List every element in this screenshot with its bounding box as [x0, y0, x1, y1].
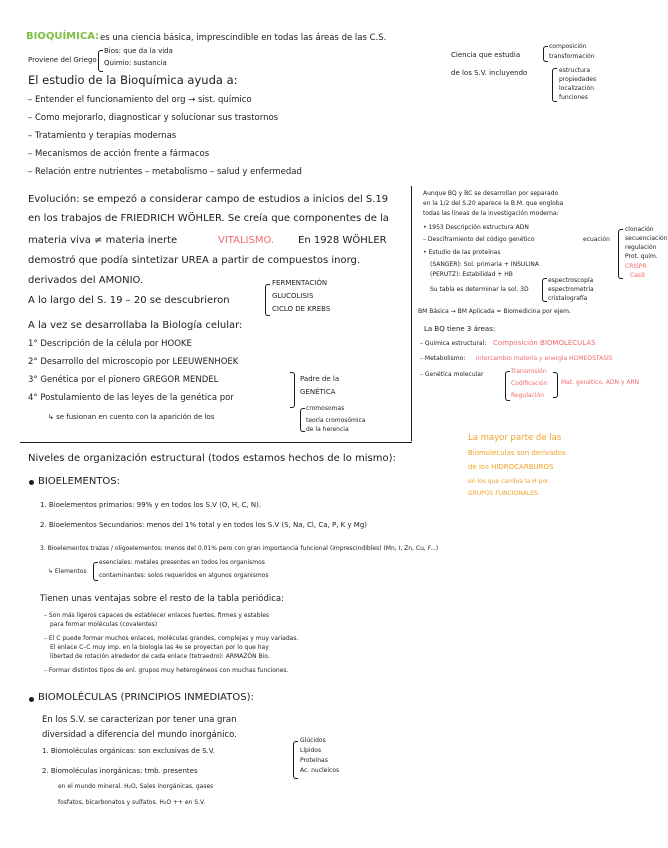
right-intro: en la 1/2 del S.20 aparece la B.M. que engloba [423, 200, 564, 207]
orange-note: Biomoléculas son derivados [468, 449, 566, 457]
right-item: • 1953 Descripción estructura ADN [423, 224, 529, 231]
science-item: funciones [559, 94, 588, 101]
advantage-line: – El C puede formar muchos enlaces, moléculas grandes, complejas y muy variadas. [44, 635, 299, 642]
organic-item: Glúcidos [300, 737, 326, 744]
evolution-line: materia viva ≠ materia inerte [28, 235, 178, 246]
helps-item: – Tratamiento y terapias modernas [28, 131, 177, 141]
orange-note: GRUPOS FUNCIONALES. [468, 490, 540, 497]
science-brace-1 [543, 46, 548, 62]
side-item: Prot. quím. [625, 253, 658, 260]
area-item-red: Intercambio materia y energía HOMEOSTASIS [476, 355, 613, 362]
biology-item: 3° Genética por el pionero GREGOR MENDEL [28, 375, 219, 385]
science-brace-2 [552, 68, 557, 102]
element-type: esenciales: metales presentes en todos los organismos [99, 559, 265, 566]
orange-note: en los que cambia la H por [468, 478, 549, 485]
side-brace [618, 229, 623, 279]
vitalismo-term: VITALISMO. [218, 235, 275, 246]
genetics-note-brace [553, 372, 558, 398]
discovery-item: GLUCOLISIS [272, 292, 314, 300]
right-intro: todas las líneas de la investigación moderna: [423, 210, 559, 217]
biomolecule-line: 2. Biomoléculas inorgánicas: tmb. presentes [42, 767, 198, 775]
bm-line: BM Básica → BM Aplicada = Biomedicina por ejem. [418, 308, 571, 315]
advantage-line: – Formar distintos tipos de enl. grupos muy heterogéneos con muchas funciones. [44, 667, 289, 674]
area-item-red: Composición BIOMOLÉCULAS [493, 339, 596, 347]
science-line-2: de los S.V. incluyendo [451, 69, 528, 77]
biomoleculas-title: BIOMOLÉCULAS (PRINCIPIOS INMEDIATOS): [38, 692, 254, 703]
biology-item: 2° Desarrollo del microscopio por LEEUWENHOEK [28, 357, 239, 367]
science-item: propiedades [559, 76, 597, 83]
science-item: localización [559, 85, 594, 92]
right-item: – Desciframiento del código genético [423, 236, 535, 243]
quimio-note: Quimio: sustancia [104, 59, 167, 67]
helps-item: – Relación entre nutrientes – metabolismo – salud y enfermedad [28, 167, 302, 177]
origin-brace [98, 50, 103, 72]
advantage-line: El enlace C–C muy imp. en la biología las 4e se proyectan por lo que hay [50, 644, 269, 651]
advantage-line: para formar moléculas (covalentes) [50, 621, 158, 628]
fusion-brace [300, 408, 305, 432]
bios-note: Bios: que da la vida [104, 47, 173, 55]
element-item: 3. Bioelementos trazas / oligoelementos: menos del 0.01% pero con gran importancia funcional (imprescindibles) (Mn, I, Zn, Cu, F...) [40, 545, 439, 552]
mendel-brace [290, 372, 295, 408]
discoveries-brace [265, 284, 270, 316]
side-item: regulación [625, 244, 657, 251]
genetics-note: Mat. genético, ADN y ARN [561, 379, 640, 386]
evolution-line: demostró que podía sintetizar UREA a partir de compuestos inorg. [28, 255, 361, 266]
area-item: – Metabolismo: [420, 355, 466, 362]
levels-heading: Niveles de organización estructural (todos estamos hechos de lo mismo): [28, 453, 396, 464]
element-item: 2. Bioelementos Secundarios: menos del 1% total y en todos los S.V (S, Na, Cl, Ca, P, K y Mg) [40, 521, 368, 529]
element-type: contaminantes: solos requeridos en algunos organismos [99, 572, 269, 579]
organic-item: Ac. nucleicos [300, 767, 340, 774]
right-item: • Estudio de las proteínas [423, 249, 501, 256]
area-item: – Química estructural: [420, 340, 487, 347]
fusion-item: cromosomas [306, 405, 345, 412]
advantage-line: libertad de rotación alrededor de cada enlace (tetraedro): ARMAZÓN Bio. [50, 653, 270, 660]
fusion-item: teoría cromosómica [306, 417, 366, 424]
fusion-item: de la herencia [306, 426, 349, 433]
elements-brace [93, 562, 98, 581]
side-item: CRISPR [625, 263, 647, 270]
right-item: (SANGER): Sol. primaria + INSULINA [430, 261, 539, 268]
tech-item: espectrometría [548, 286, 594, 293]
genetics-item: Transmisión [511, 368, 547, 375]
bullet [29, 480, 34, 485]
origin-label: Proviene del Griego [28, 56, 97, 64]
evolution-line: derivados del AMONIO. [28, 275, 144, 286]
discovery-item: CICLO DE KREBS [272, 305, 331, 313]
helps-item: – Mecanismos de acción frente a fármacos [28, 149, 210, 159]
evolution-line: En 1928 WÖHLER [298, 235, 387, 246]
right-note: ecuación [583, 236, 610, 243]
organic-item: Proteínas [300, 757, 328, 764]
definition: es una ciencia básica, imprescindible en todas las áreas de las C.S. [100, 33, 387, 43]
biology-item: 4° Postulamiento de las leyes de la genética por [28, 393, 234, 403]
side-item: secuenciación [625, 235, 668, 242]
organic-brace [293, 741, 298, 779]
evolution-line: A la vez se desarrollaba la Biología celular: [28, 320, 243, 331]
science-item: estructura [559, 67, 591, 74]
orange-note: La mayor parte de las [468, 433, 562, 443]
evolution-line: Evolución: se empezó a considerar campo de estudios a inicios del S.19 [28, 194, 389, 205]
right-intro: Aunque BQ y BC se desarrollan por separado [423, 190, 559, 197]
discovery-item: FERMENTACIÓN [272, 279, 328, 287]
section-divider [20, 442, 412, 443]
biomolecule-line: 1. Biomoléculas orgánicas: son exclusivas de S.V. [42, 747, 215, 755]
column-divider [411, 186, 412, 441]
mendel-note: Padre de la [300, 375, 340, 383]
area-item: – Genética molecular [420, 371, 484, 378]
genetics-brace [505, 371, 510, 401]
science-item: composición [549, 43, 587, 50]
side-item: clonación [625, 226, 654, 233]
biomolecule-line: En los S.V. se caracterizan por tener una gran [42, 715, 237, 725]
bioelementos-title: BIOELEMENTOS: [38, 476, 121, 487]
bullet [29, 697, 34, 702]
organic-item: Lípidos [300, 747, 322, 754]
biomolecule-line: en el mundo mineral. H₂O, Sales inorgánicas, gases [58, 783, 214, 790]
tech-item: espectroscopía [548, 277, 594, 284]
right-item: (PERUTZ): Estabilidad + HB [430, 271, 513, 278]
tech-item: cristalografía [548, 295, 588, 302]
areas-heading: La BQ tiene 3 áreas: [424, 325, 496, 333]
element-item: 1. Bioelementos primarios: 99% y en todos los S.V (O, H, C, N). [40, 501, 262, 509]
genetics-item: Regulación [511, 392, 544, 399]
right-item: Su tabla es determinar la sol. 3D [430, 286, 529, 293]
advantage-line: – Son más ligeros capaces de establecer enlaces fuertes, firmes y estables [44, 612, 270, 619]
fusion-line: ↳ se fusionan en cuento con la aparición de los [48, 413, 215, 421]
evolution-line: en los trabajos de FRIEDRICH WÖHLER. Se creía que componentes de la [28, 213, 389, 224]
helps-heading: El estudio de la Bioquímica ayuda a: [28, 73, 238, 87]
evolution-line: A lo largo del S. 19 – 20 se descubrieron [28, 295, 230, 306]
elements-label: ↳ Elementos [48, 568, 87, 575]
biomolecule-line: diversidad a diferencia del mundo inorgánico. [42, 730, 237, 740]
helps-item: – Como mejorarlo, diagnosticar y solucionar sus trastornos [28, 113, 279, 123]
science-item: transformación [549, 53, 595, 60]
science-line-1: Ciencia que estudia [451, 51, 521, 59]
side-item: Cas9 [630, 272, 645, 279]
advantages-heading: Tienen unas ventajas sobre el resto de la tabla periódica: [40, 594, 284, 604]
biology-item: 1° Descripción de la célula por HOOKE [28, 339, 192, 349]
tech-brace [542, 278, 547, 302]
mendel-note: GENÉTICA [300, 388, 336, 396]
orange-note: de los HIDROCARBUROS [468, 463, 554, 471]
genetics-item: Codificación [511, 380, 548, 387]
page-title: BIOQUÍMICA: [26, 31, 100, 42]
biomolecule-line: fosfatos, bicarbonatos y sulfatos. H₂O ++ en S.V. [58, 799, 206, 806]
helps-item: – Entender el funcionamiento del org → sist. químico [28, 95, 252, 105]
